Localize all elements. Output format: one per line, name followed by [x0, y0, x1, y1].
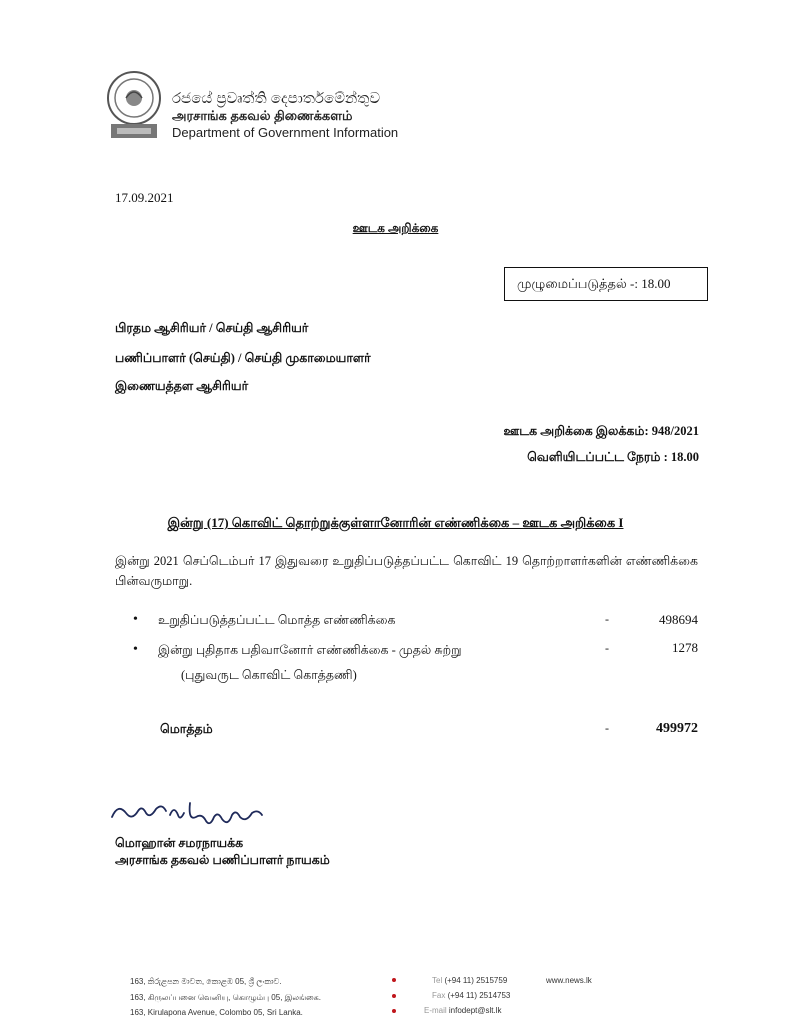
- total-dash: -: [605, 721, 609, 735]
- bullet-icon: •: [133, 612, 138, 627]
- footer-website: www.news.lk: [546, 976, 592, 985]
- email-label: E-mail: [424, 1006, 447, 1015]
- fax-label: Fax: [432, 991, 446, 1000]
- footer-address-english: 163, Kirulapona Avenue, Colombo 05, Sri Lanka.: [130, 1008, 303, 1017]
- government-emblem-logo: [105, 68, 163, 142]
- recipient-line: பிரதம ஆசிரியர் / செய்தி ஆசிரியர்: [115, 321, 309, 335]
- phone-label: Tel: [432, 976, 443, 985]
- release-time: வெளியிடப்பட்ட நேரம் : 18.00: [527, 450, 699, 464]
- footer-email: [424, 1006, 502, 1015]
- bullet-icon: •: [133, 642, 138, 657]
- item-note: (புதுவருட கொவிட் கொத்தணி): [181, 668, 357, 682]
- item-value: 1278: [672, 640, 698, 655]
- item-dash: -: [605, 612, 609, 626]
- embargo-box: [504, 267, 708, 301]
- phone-bullet-icon: [392, 978, 396, 982]
- fax-bullet-icon: [392, 994, 396, 998]
- recipient-line: பணிப்பாளர் (செய்தி) / செய்தி முகாமையாளர்: [115, 351, 371, 365]
- recipient-line: இணையத்தள ஆசிரியர்: [115, 379, 249, 393]
- footer-phone: [432, 976, 507, 985]
- handwritten-signature: [108, 795, 288, 835]
- signatory-title: அரசாங்க தகவல் பணிப்பாளர் நாயகம்: [115, 853, 330, 867]
- phone-number: (+94 11) 2515759: [444, 976, 508, 985]
- release-number: ஊடக அறிக்கை இலக்கம்: 948/2021: [503, 424, 699, 438]
- footer-fax: [432, 991, 510, 1000]
- item-label: உறுதிப்படுத்தப்பட்ட மொத்த எண்ணிக்கை: [158, 613, 396, 627]
- document-date: 17.09.2021: [115, 190, 174, 205]
- org-name-tamil: அரசாங்க தகவல் திணைக்களம்: [172, 108, 353, 123]
- email-address: infodept@slt.lk: [448, 1006, 502, 1015]
- org-name-english: Department of Government Information: [172, 125, 399, 140]
- total-label: மொத்தம்: [160, 722, 213, 736]
- org-name-sinhala: රජයේ ප්‍රවෘත්ති දෙපාර්තමේන්තුව: [172, 90, 381, 107]
- item-label: இன்று புதிதாக பதிவானோர் எண்ணிக்கை - முதல் சுற்று: [158, 643, 462, 657]
- fax-number: (+94 11) 2514753: [447, 991, 511, 1000]
- email-bullet-icon: [392, 1009, 396, 1013]
- embargo-text: முழுமைப்படுத்தல் -: 18.00: [517, 275, 671, 291]
- release-title: இன்று (17) கொவிட் தொற்றுக்குள்ளானோரின் எண்ணிக்கை – ஊடக அறிக்கை I: [167, 515, 624, 530]
- body-paragraph: இன்று 2021 செப்டெம்பர் 17 இதுவரை உறுதிப்படுத்தப்பட்ட கொவிட் 19 தொற்றாளர்களின் எண்ணிக்கை பின்வருமாறு.: [115, 554, 698, 588]
- footer-address-tamil: 163, கிருலப்பனை வெனியு, கொழும்பு 05, இலங்கை.: [130, 993, 321, 1002]
- signatory-name: மொஹான் சமரநாயக்க: [115, 836, 244, 850]
- footer-address-sinhala: 163, කිරුළපන මාවත, කොළඹ 05, ශ්‍රී ලංකාව.: [130, 977, 282, 986]
- item-value: 498694: [659, 612, 698, 627]
- total-value: 499972: [656, 721, 698, 736]
- document-heading: ஊடக அறிக்கை: [352, 221, 439, 235]
- item-dash: -: [605, 641, 609, 655]
